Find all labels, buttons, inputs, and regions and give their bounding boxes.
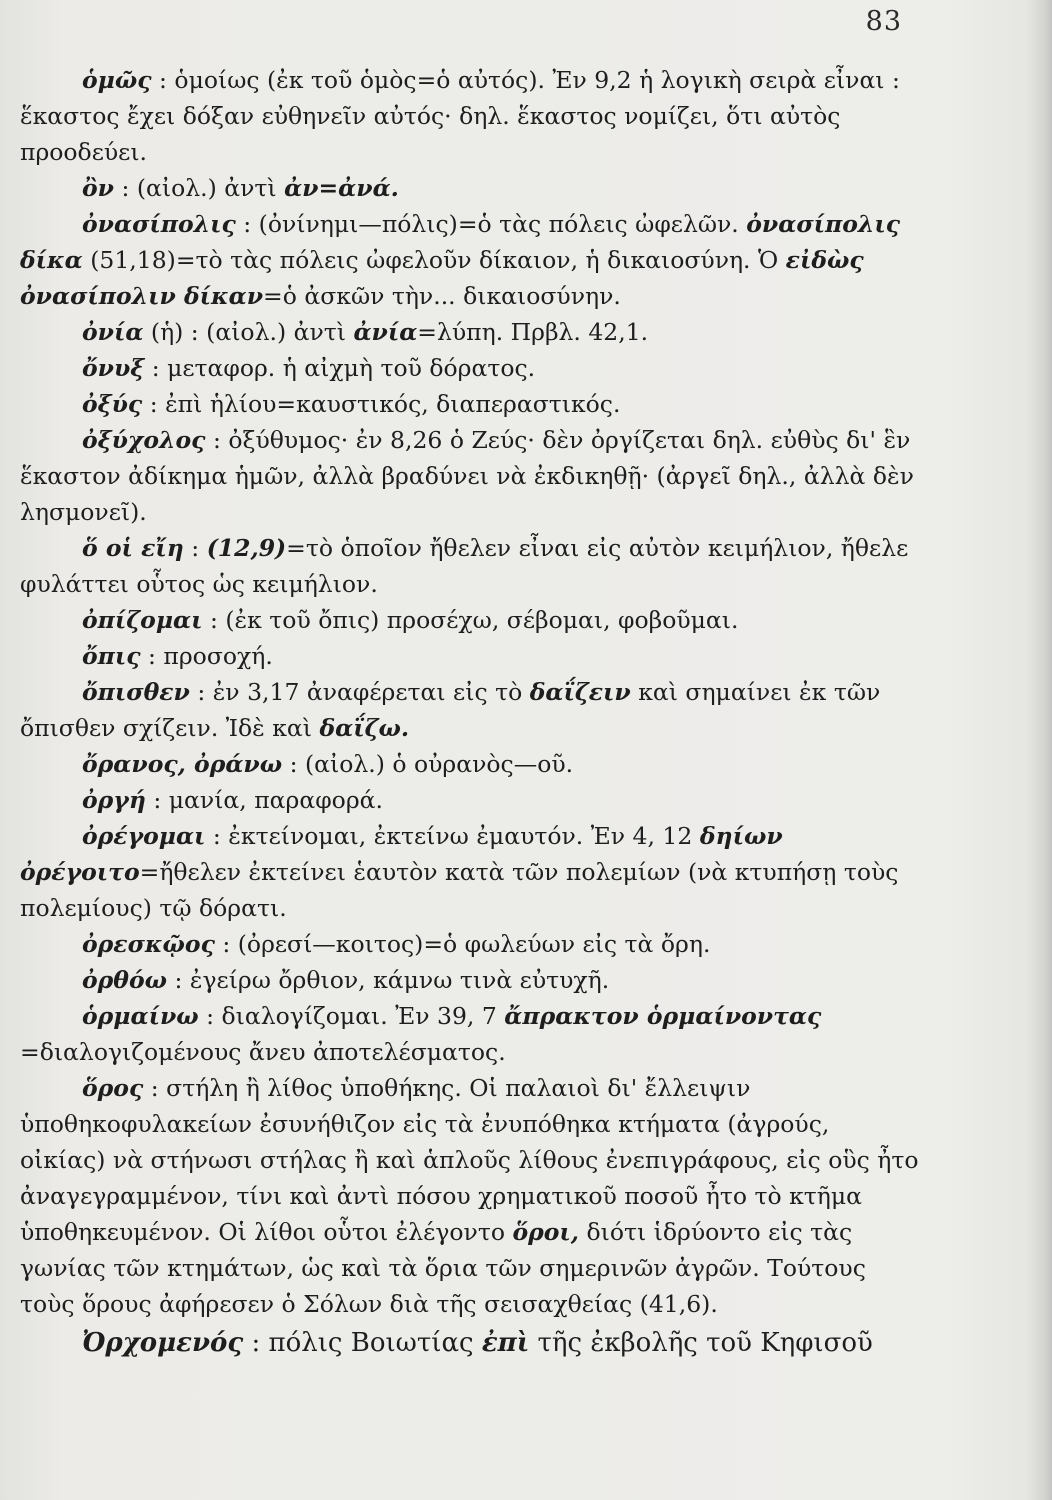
entry-text: =ἤθελεν ἐκτείνει ἑαυτὸν κατὰ τῶν πολεμίων (νὰ κτυπήσῃ τοὺς πολεμίους) τῷ δόρατι. bbox=[20, 858, 899, 922]
entry-bold-term: δαΐζω. bbox=[319, 714, 410, 742]
entry-headword: ὁμῶς bbox=[82, 66, 152, 94]
entry-text: : bbox=[183, 534, 207, 562]
entry-text: καὶ σημαίνει ἐκ τῶν ὄπισθεν σχίζειν. Ἰδὲ καὶ bbox=[20, 678, 881, 742]
entry-bold-term: ἀν=ἀνά. bbox=[284, 174, 399, 202]
glossary-entry bbox=[20, 170, 920, 206]
entry-bold-term: ἀνία bbox=[353, 318, 418, 346]
entry-headword: ὅρος bbox=[82, 1074, 144, 1102]
entry-bold-term: ἄπρακτον ὁρμαίνοντας bbox=[504, 1002, 822, 1030]
entry-text: : ἐγείρω ὄρθιον, κάμνω τινὰ εὐτυχῆ. bbox=[167, 966, 610, 994]
glossary-entry bbox=[20, 62, 920, 170]
glossary-entry bbox=[20, 350, 920, 386]
glossary-entry bbox=[20, 1070, 920, 1322]
entry-headword: ὀρθόω bbox=[82, 966, 168, 994]
entry-headword: ὀπίζομαι bbox=[82, 606, 203, 634]
entry-bold-term: ὀνασίπολις δίκα bbox=[20, 210, 901, 274]
entry-text: =ὁ ἀσκῶν τὴν... δικαιοσύνην. bbox=[263, 282, 621, 310]
entry-text: : (αἰολ.) ὁ οὐρανὸς—οῦ. bbox=[282, 750, 574, 778]
glossary-entry bbox=[20, 926, 920, 962]
entry-text: : στήλη ἢ λίθος ὑποθήκης. Οἱ παλαιοὶ δι' ἔλλειψιν ὑποθηκοφυλακείων ἐσυνήθιζον εἰς τὰ ἐνυπόθηκα κτήματα (ἀγρούς, οἰκίας) νὰ στήνωσι στήλας ἢ καὶ ἁπλοῦς λίθους ἐνεπιγράφους, εἰς οὓς ἦτο ἀναγεγραμμένον, τίνι καὶ ἀντὶ πόσου χρηματικοῦ ποσοῦ ἦτο τὸ κτῆμα ὑποθηκευμένον. Οἱ λίθοι οὗτοι ἐλέγοντο bbox=[20, 1074, 919, 1246]
entry-text: : ἐκτείνομαι, ἐκτείνω ἐμαυτόν. Ἐν 4, 12 bbox=[205, 822, 700, 850]
entry-headword: ὅ οἱ εἴη bbox=[82, 534, 184, 562]
glossary-entry bbox=[20, 602, 920, 638]
entry-text: : ὀξύθυμος· ἐν 8,26 ὁ Ζεύς· δὲν ὀργίζεται δηλ. εὐθὺς δι' ἓν ἕκαστον ἀδίκημα ἡμῶν, ἀλλὰ βραδύνει νὰ ἐκδικηθῇ· (ἀργεῖ δηλ., ἀλλὰ δὲν λησμονεῖ). bbox=[20, 426, 914, 526]
entry-headword: ὀνασίπολις bbox=[82, 210, 236, 238]
entry-headword: ὀνία bbox=[82, 318, 144, 346]
entry-text: : μανία, παραφορά. bbox=[145, 786, 383, 814]
glossary-entry bbox=[20, 998, 920, 1070]
entry-headword: ὄπισθεν bbox=[82, 678, 190, 706]
entry-text: : διαλογίζομαι. Ἐν 39, 7 bbox=[198, 1002, 505, 1030]
entry-bold-term: ἐπὶ bbox=[481, 1328, 530, 1358]
glossary-entry bbox=[20, 818, 920, 926]
entry-headword: ὁρμαίνω bbox=[82, 1002, 199, 1030]
glossary-body bbox=[20, 62, 920, 1362]
entry-text: τῆς ἐκβολῆς τοῦ Κηφισοῦ bbox=[529, 1328, 873, 1358]
entry-text: : ἐν 3,17 ἀναφέρεται εἰς τὸ bbox=[189, 678, 530, 706]
entry-headword: Ὀρχομενός bbox=[82, 1328, 244, 1358]
entry-headword: ὀξύς bbox=[82, 390, 143, 418]
entry-text: διότι ἱδρύοντο εἰς τὰς γωνίας τῶν κτημάτων, ὡς καὶ τὰ ὅρια τῶν σημερινῶν ἀγρῶν. Τούτους τοὺς ὅρους ἀφήρεσεν ὁ Σόλων διὰ τῆς σεισαχθείας (41,6). bbox=[20, 1218, 866, 1318]
entry-headword: ὀρέγομαι bbox=[82, 822, 206, 850]
entry-text: : (ὀνίνημι—πόλις)=ὁ τὰς πόλεις ὠφελῶν. bbox=[235, 210, 747, 238]
glossary-entry bbox=[20, 206, 920, 314]
entry-text: : μεταφορ. ἡ αἰχμὴ τοῦ δόρατος. bbox=[144, 354, 536, 382]
entry-text: : προσοχή. bbox=[140, 642, 273, 670]
entry-bold-term: (12,9) bbox=[206, 534, 287, 562]
glossary-entry bbox=[20, 314, 920, 350]
glossary-entry bbox=[20, 422, 920, 530]
entry-text: : ὁμοίως (ἐκ τοῦ ὁμὸς=ὁ αὐτός). Ἐν 9,2 ἡ λογικὴ σειρὰ εἶναι : ἕκαστος ἔχει δόξαν εὐθηνεῖν αὐτός· δηλ. ἕκαστος νομίζει, ὅτι αὐτὸς προοδεύει. bbox=[20, 66, 900, 166]
glossary-entry bbox=[20, 674, 920, 746]
entry-bold-term: ὅροι, bbox=[512, 1218, 579, 1246]
glossary-entry bbox=[20, 530, 920, 602]
entry-headword: ὀξύχολος bbox=[82, 426, 206, 454]
entry-text: : (ἐκ τοῦ ὄπις) προσέχω, σέβομαι, φοβοῦμαι. bbox=[202, 606, 739, 634]
glossary-entry bbox=[20, 638, 920, 674]
entry-text: : πόλις Βοιωτίας bbox=[243, 1328, 482, 1358]
entry-text: =λύπη. Πρβλ. 42,1. bbox=[417, 318, 649, 346]
entry-text: (ἡ) : (αἰολ.) ἀντὶ bbox=[143, 318, 354, 346]
entry-text: =τὸ ὁποῖον ἤθελεν εἶναι εἰς αὐτὸν κειμήλιον, ἤθελε φυλάττει οὗτος ὡς κειμήλιον. bbox=[20, 534, 909, 598]
entry-bold-term: εἰδὼς ὀνασίπολιν δίκαν bbox=[20, 246, 864, 310]
entry-headword: ὂν bbox=[82, 174, 114, 202]
glossary-entry bbox=[20, 782, 920, 818]
entry-headword: ὀρεσκῷος bbox=[82, 930, 215, 958]
entry-bold-term: δαΐζειν bbox=[529, 678, 631, 706]
entry-text: : (ὀρεσί—κοιτος)=ὁ φωλεύων εἰς τὰ ὄρη. bbox=[214, 930, 711, 958]
entry-bold-term: δηίων ὀρέγοιτο bbox=[20, 822, 783, 886]
entry-text: =διαλογιζομένους ἄνευ ἀποτελέσματος. bbox=[20, 1038, 506, 1066]
entry-headword: ὄνυξ bbox=[82, 354, 145, 382]
entry-text: : (αἰολ.) ἀντὶ bbox=[113, 174, 285, 202]
glossary-entry bbox=[20, 386, 920, 422]
entry-headword: ὀργή bbox=[82, 786, 146, 814]
entry-headword: ὄπις bbox=[82, 642, 141, 670]
entry-text: : ἐπὶ ἡλίου=καυστικός, διαπεραστικός. bbox=[142, 390, 621, 418]
glossary-entry bbox=[20, 962, 920, 998]
entry-headword: ὄρανος, ὀράνω bbox=[82, 750, 283, 778]
glossary-entry bbox=[20, 1325, 920, 1362]
page-number: 83 bbox=[865, 6, 902, 37]
glossary-entry bbox=[20, 746, 920, 782]
entry-text: (51,18)=τὸ τὰς πόλεις ὠφελοῦν δίκαιον, ἡ δικαιοσύνη. Ὁ bbox=[82, 246, 786, 274]
